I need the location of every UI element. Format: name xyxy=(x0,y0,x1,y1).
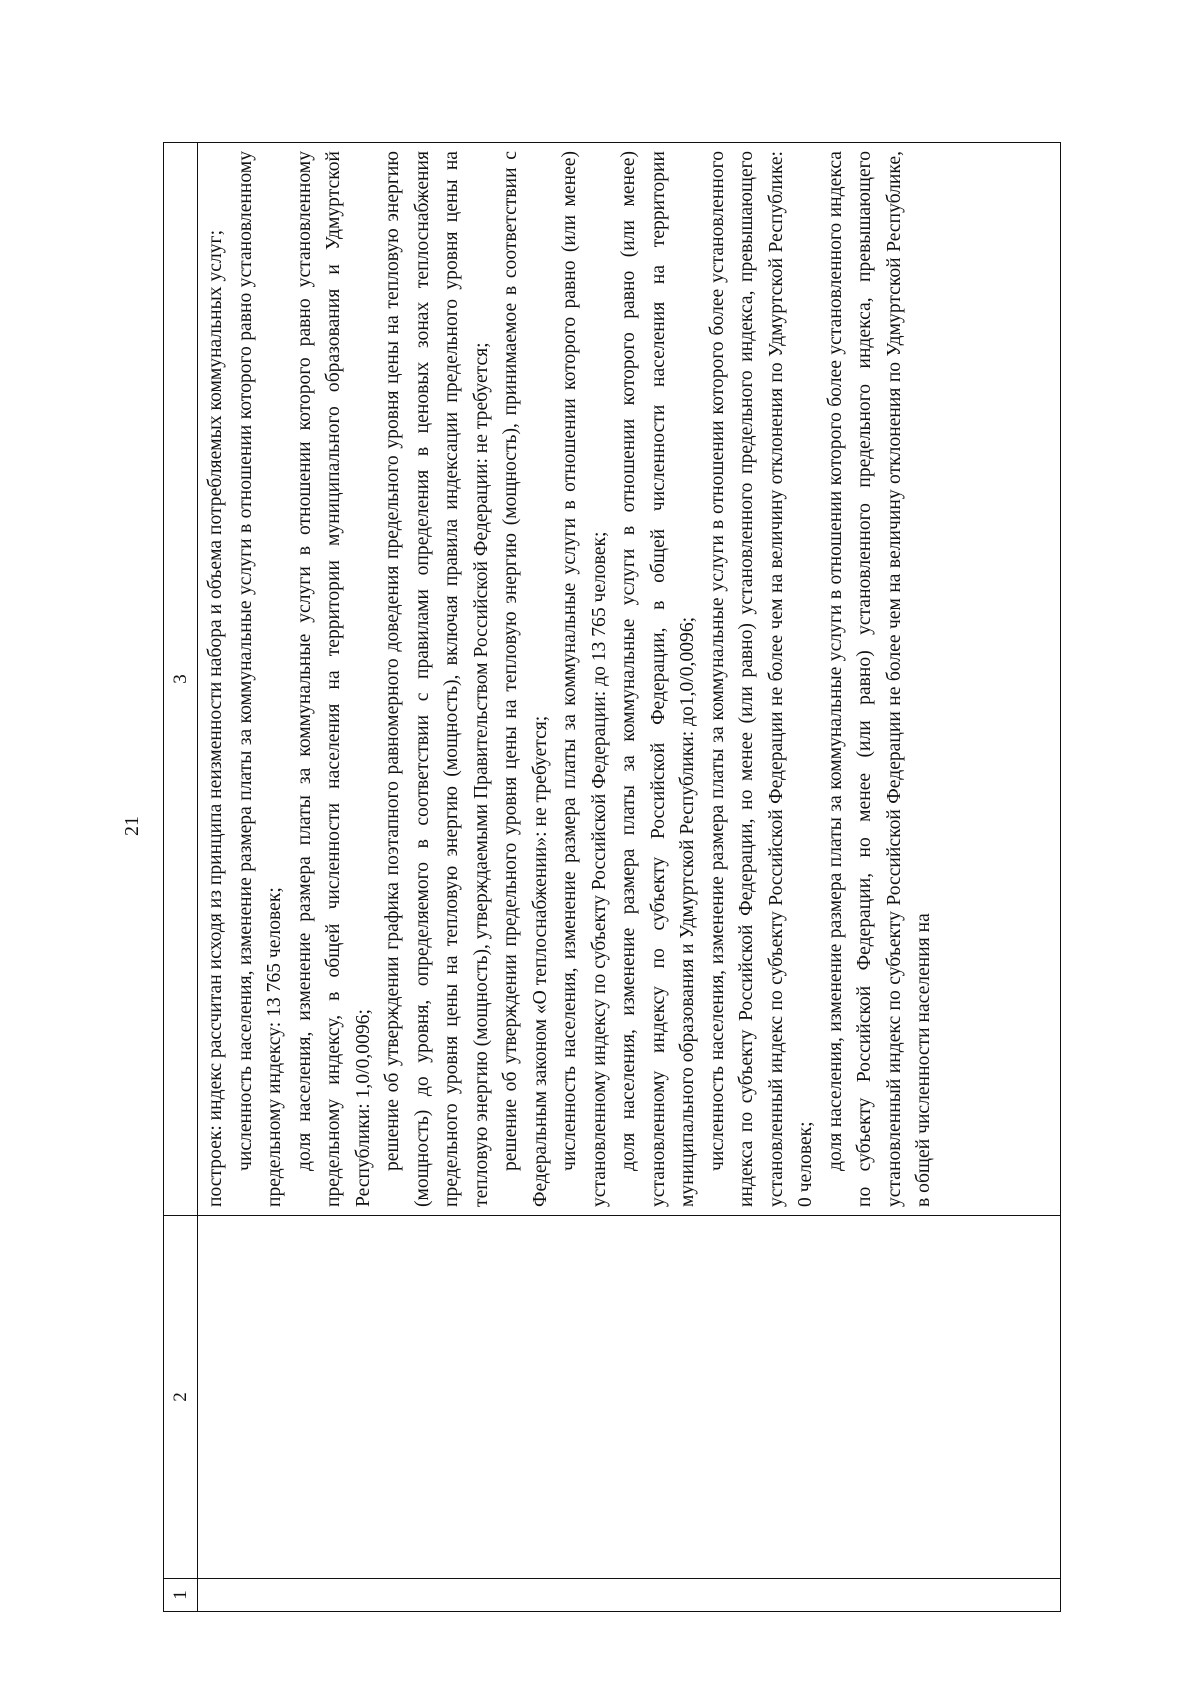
header-col-2: 2 xyxy=(164,1215,197,1578)
paragraph: решение об утверждении предельного уровня цены на тепловую энергию (мощность), принимаемое в соответствии с Федеральным законом «О теплоснабжении»: не требуется; xyxy=(500,151,551,1207)
body-col-3-text xyxy=(198,143,1060,1215)
table-header-row xyxy=(164,143,198,1611)
paragraph: численность населения, изменение размера платы за коммунальные услуги в отношении которого более установленного индекса по субъекту Российской Федерации, но менее (или равно) установленного предельного индекса, превышающего установленный индекс по субъекту Российской Федерации не более чем на величину отклонения по Удмуртской Республике: 0 человек; xyxy=(706,151,816,1207)
paragraph: численность населения, изменение размера платы за коммунальные услуги в отношении которого равно (или менее) установленному индексу по субъекту Российской Федерации: до 13 765 человек; xyxy=(559,151,610,1207)
paragraph: решение об утверждении графика поэтапного равномерного доведения предельного уровня цены на тепловую энергию (мощность) до уровня, определяемого в соответствии с правилами определения в ценовых зонах теплоснабжения предельного уровня цены на тепловую энергию (мощность), включая правила индексации предельного уровня цены на тепловую энергию (мощность), утверждаемыми Правительством Российской Федерации: не требуется; xyxy=(382,151,492,1207)
paragraph: доля населения, изменение размера платы за коммунальные услуги в отношении которого равно (или менее) установленному индексу по субъекту Российской Федерации, в общей численности населения на территории муниципального образования и Удмуртской Республики: до1,0/0,0096; xyxy=(618,151,698,1207)
paragraph: численность населения, изменение размера платы за коммунальные услуги в отношении которого равно установленному предельному индексу: 13 765 человек; xyxy=(234,151,285,1207)
paragraph: доля населения, изменение размера платы за коммунальные услуги в отношении которого равно установленному предельному индексу, в общей численности населения на территории муниципального образования и Удмуртской Республики: 1,0/0,0096; xyxy=(293,151,374,1207)
header-col-1: 1 xyxy=(164,1578,197,1611)
table-body-row xyxy=(198,143,1060,1611)
header-col-3: 3 xyxy=(169,674,191,684)
data-table xyxy=(163,142,1061,1612)
page-number: 21 xyxy=(120,816,143,836)
paragraph: построек: индекс рассчитан исходя из принципа неизменности набора и объема потребляемых коммунальных услуг; xyxy=(205,229,226,1207)
body-col-1 xyxy=(198,1578,1060,1611)
paragraph: доля населения, изменение размера платы за коммунальные услуги в отношении которого более установленного индекса по субъекту Российской Федерации, но менее (или равно) установленного предельного индекса, превышающего установленный индекс по субъекту Российской Федерации не более чем на величину отклонения по Удмуртской Республике, в общей численности населения на xyxy=(824,151,934,1207)
body-col-2 xyxy=(198,1215,1060,1578)
